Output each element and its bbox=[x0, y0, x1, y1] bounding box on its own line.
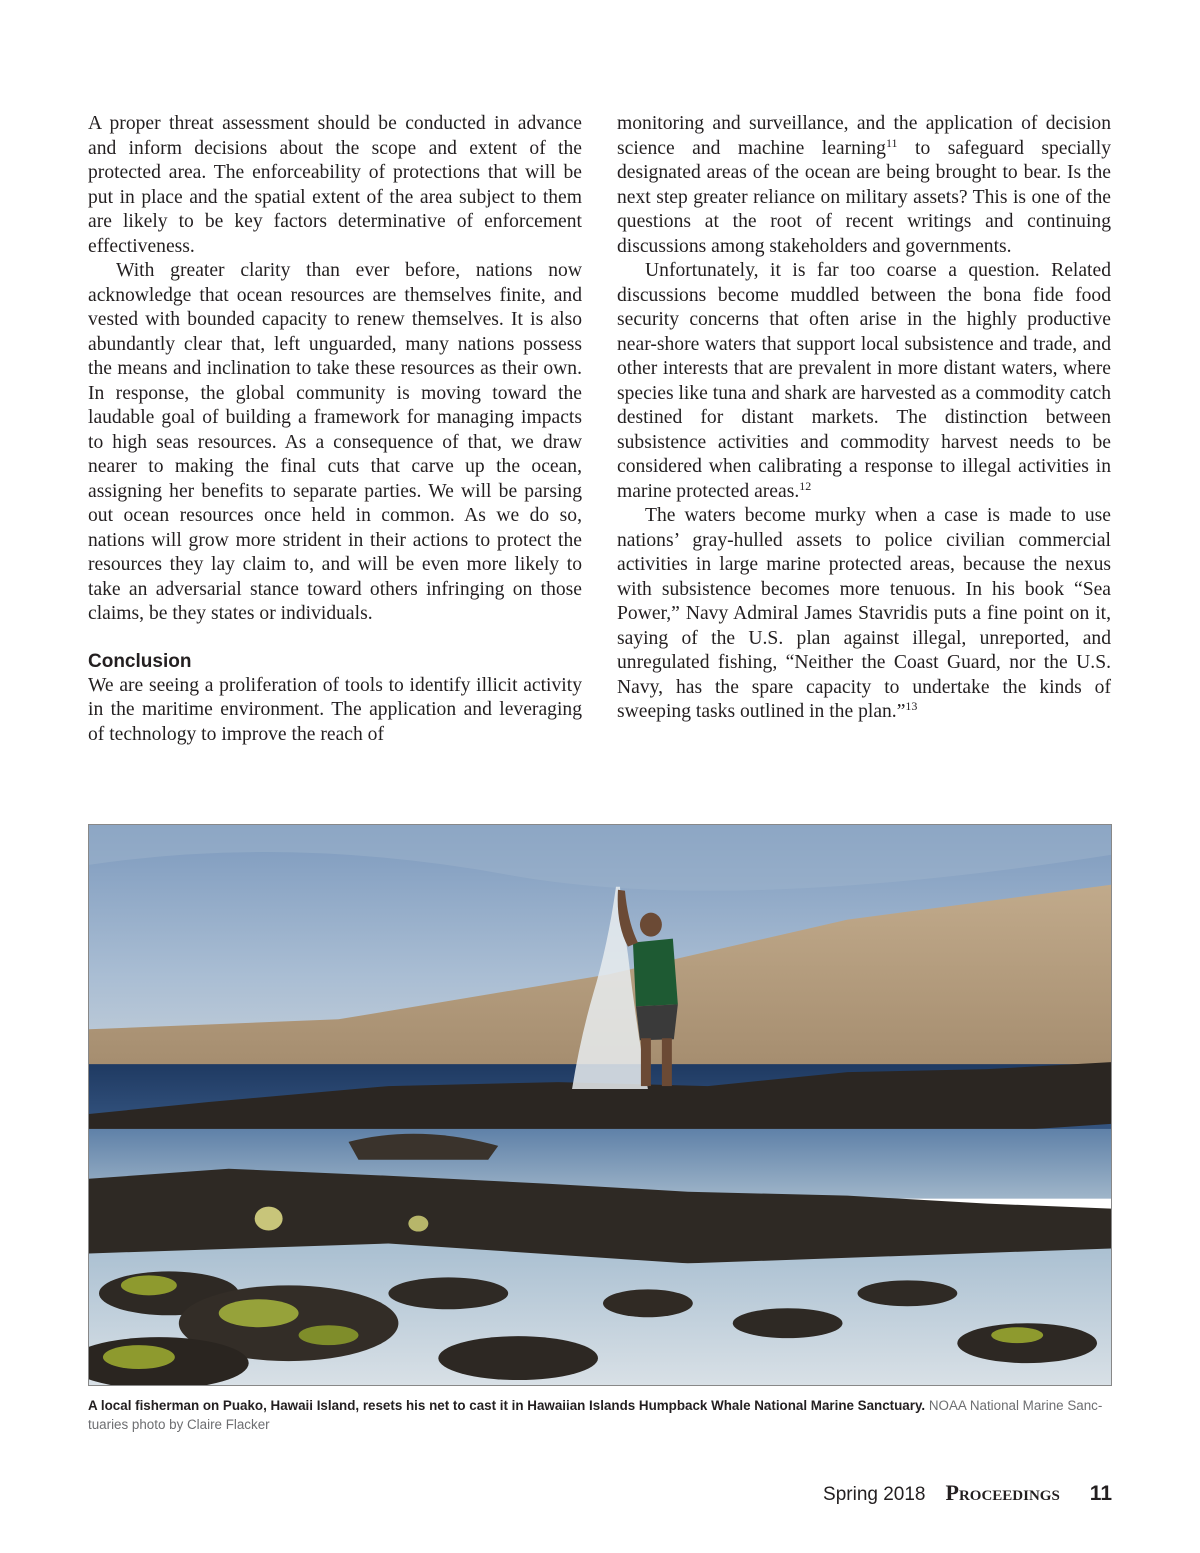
rock bbox=[733, 1308, 843, 1338]
algae bbox=[255, 1207, 283, 1231]
paragraph: We are seeing a proliferation of tools to identify illicit activity in the maritime environment. The application and leveraging of technology to improve the reach of bbox=[88, 674, 582, 745]
text-run: The waters become murky when a case is made to use nations’ gray-hulled assets to police civilian commercial activities in large marine protected areas, because the nexus with subsistence becomes more tenuous. In his book “Sea Power,” Navy Admiral James Stavridis puts a fine point on it, saying of the U.S. plan against illegal, unreported, and unregulated fishing, “Neither the Coast Guard, nor the U.S. Navy, has the spare capacity to undertake the kinds of sweeping tasks outlined in the plan.” bbox=[617, 505, 1111, 722]
paragraph: A proper threat assessment should be conducted in advance and inform decisions about the scope and extent of the protected area. The enforceability of protections that will be put in place and the spatial extent of the area subject to them are likely to be key factors determinative of enforcement effectiveness. bbox=[88, 113, 582, 257]
left-column bbox=[88, 112, 582, 747]
rock bbox=[857, 1280, 957, 1306]
page-footer bbox=[823, 1480, 1112, 1506]
paragraph bbox=[617, 504, 1111, 725]
photo-caption bbox=[88, 1396, 1112, 1434]
footnote-ref[interactable]: 11 bbox=[885, 135, 898, 150]
footnote-ref[interactable]: 12 bbox=[799, 478, 812, 493]
rock bbox=[388, 1277, 508, 1309]
text-run: to safeguard specially designated areas of the ocean are being brought to bear. Is the next step greater reliance on military assets? This is one of the questions at the root of recent writings and continuing discussions among stakeholders and governments. bbox=[617, 137, 1111, 257]
issue-date: Spring 2018 bbox=[823, 1484, 926, 1505]
caption-text: A local fisherman on Puako, Hawaii Island, resets his net to cast it in Hawaiian Islands Humpback Whale National Marine Sanctuary. bbox=[88, 1398, 926, 1413]
fisherman-photo bbox=[88, 824, 1112, 1386]
paragraph: With greater clarity than ever before, nations now acknowledge that ocean resources are themselves finite, and vested with bounded capacity to renew themselves. It is also abundantly clear that, left unguarded, many nations possess the means and inclination to take these resources as their own. In response, the global community is moving toward the laudable goal of building a framework for managing impacts to high seas resources. As a consequence of that, we draw nearer to making the final cuts that carve up the ocean, assigning her benefits to separate parties. We will be parsing out ocean resources once held in common. As we do so, nations will grow more strident in their actions to protect the resources they lay claim to, and will be even more likely to take an adversarial stance toward others infringing on those claims, be they states or individuals. bbox=[88, 260, 582, 624]
magazine-title: Proceedings bbox=[945, 1480, 1060, 1505]
algae bbox=[299, 1325, 359, 1345]
algae bbox=[219, 1299, 299, 1327]
algae bbox=[408, 1216, 428, 1232]
paragraph bbox=[617, 259, 1111, 504]
text-run: Unfortunately, it is far too coarse a question. Related discussions become muddled between the bona fide food security concerns that often arise in the highly productive near-shore waters that support local subsistence and trade, and other interests that are prevalent in more distant waters, where species like tuna and shark are harvested as a commodity catch destined for distant markets. The distinction between subsistence activities and commodity harvest needs to be considered when calibrating a response to illegal activities in marine protected areas. bbox=[617, 260, 1112, 502]
page-number: 11 bbox=[1089, 1482, 1112, 1505]
rock bbox=[438, 1336, 598, 1380]
section-heading: Conclusion bbox=[88, 650, 192, 672]
photo-credit: NOAA National Marine Sanctuaries photo by Claire Flacker bbox=[88, 1398, 1103, 1432]
footnote-ref[interactable]: 13 bbox=[905, 699, 918, 713]
photo-illustration bbox=[89, 825, 1111, 1385]
algae bbox=[103, 1345, 175, 1369]
right-column bbox=[617, 112, 1111, 725]
algae bbox=[121, 1275, 177, 1295]
algae bbox=[991, 1327, 1043, 1343]
text-run: monitoring and surveillance, and the application of decision science and machine learning bbox=[617, 113, 1111, 159]
paragraph bbox=[617, 112, 1111, 259]
rock bbox=[603, 1289, 693, 1317]
